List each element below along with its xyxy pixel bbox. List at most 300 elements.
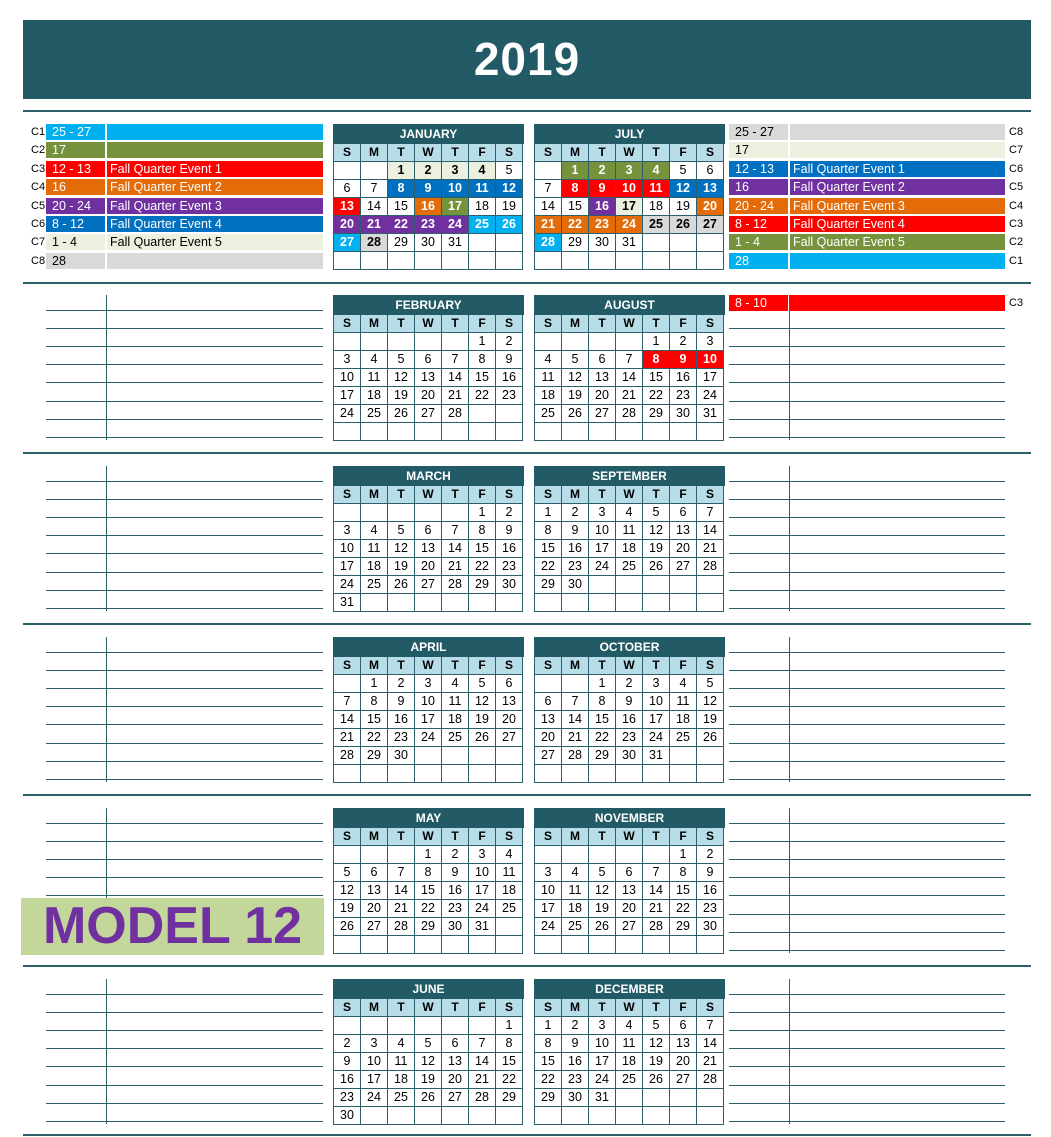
day-cell (388, 1017, 415, 1035)
day-cell: 17 (469, 882, 496, 900)
event-row-empty (46, 1015, 323, 1031)
day-cell: 19 (643, 1053, 670, 1071)
weekday-header: W (616, 828, 643, 846)
day-cell (469, 1107, 496, 1125)
day-cell: 13 (496, 693, 523, 711)
day-cell (334, 162, 361, 180)
day-cell: 20 (670, 1053, 697, 1071)
day-cell (442, 765, 469, 783)
day-cell: 18 (469, 198, 496, 216)
day-cell: 9 (562, 1035, 589, 1053)
event-row-empty (729, 1070, 1005, 1086)
day-cell (670, 252, 697, 270)
event-label: Fall Quarter Event 4 (107, 216, 323, 232)
day-cell: 19 (697, 711, 724, 729)
month-calendar-may (333, 808, 524, 954)
day-cell: 16 (415, 198, 442, 216)
day-cell: 24 (361, 1089, 388, 1107)
day-cell: 18 (670, 711, 697, 729)
day-cell: 6 (670, 504, 697, 522)
weekday-header: S (535, 657, 562, 675)
event-row (46, 216, 323, 232)
day-cell: 11 (562, 882, 589, 900)
day-cell: 2 (496, 333, 523, 351)
month-calendar-january (333, 124, 524, 270)
day-cell (415, 333, 442, 351)
weekday-header: F (469, 828, 496, 846)
day-cell: 26 (469, 729, 496, 747)
event-date-range: 16 (729, 179, 788, 195)
weekday-header: F (670, 315, 697, 333)
day-cell: 23 (388, 729, 415, 747)
day-cell (388, 846, 415, 864)
day-cell: 14 (643, 882, 670, 900)
day-cell: 15 (388, 198, 415, 216)
column-divider (789, 295, 790, 440)
day-cell: 28 (616, 405, 643, 423)
day-cell: 5 (388, 522, 415, 540)
weekday-header: S (697, 486, 724, 504)
event-row-empty (46, 386, 323, 402)
day-cell: 30 (589, 234, 616, 252)
day-cell (589, 846, 616, 864)
month-calendar-june (333, 979, 524, 1125)
day-cell: 29 (670, 918, 697, 936)
day-cell: 7 (562, 693, 589, 711)
day-cell (496, 936, 523, 954)
day-cell: 21 (697, 1053, 724, 1071)
day-cell: 3 (334, 351, 361, 369)
day-cell: 25 (670, 729, 697, 747)
category-code: C3 (1009, 297, 1024, 309)
day-cell: 27 (415, 576, 442, 594)
day-cell: 24 (697, 387, 724, 405)
day-cell: 15 (415, 882, 442, 900)
event-row-empty (46, 1088, 323, 1104)
month-grid (534, 999, 725, 1125)
day-cell (469, 405, 496, 423)
event-date-range: 25 - 27 (729, 124, 788, 140)
day-cell: 12 (589, 882, 616, 900)
day-cell: 1 (589, 675, 616, 693)
weekday-header: F (670, 144, 697, 162)
day-cell: 15 (469, 540, 496, 558)
weekday-header: W (415, 144, 442, 162)
day-cell: 18 (643, 198, 670, 216)
day-cell: 6 (535, 693, 562, 711)
day-cell: 4 (442, 675, 469, 693)
day-cell: 17 (442, 198, 469, 216)
day-cell: 9 (589, 180, 616, 198)
event-row (729, 179, 1005, 195)
day-cell: 30 (442, 918, 469, 936)
day-cell (388, 252, 415, 270)
event-row-empty (729, 367, 1005, 383)
day-cell: 27 (496, 729, 523, 747)
event-label: Fall Quarter Event 1 (107, 161, 323, 177)
day-cell: 16 (670, 369, 697, 387)
day-cell (361, 423, 388, 441)
day-cell: 12 (562, 369, 589, 387)
day-cell: 11 (535, 369, 562, 387)
category-code: C2 (31, 144, 46, 157)
day-cell: 18 (616, 540, 643, 558)
day-cell (496, 594, 523, 612)
day-cell: 30 (562, 576, 589, 594)
day-cell: 2 (589, 162, 616, 180)
day-cell: 3 (361, 1035, 388, 1053)
day-cell: 14 (361, 198, 388, 216)
event-row-empty (729, 979, 1005, 995)
day-cell (469, 252, 496, 270)
day-cell (361, 765, 388, 783)
event-label: Fall Quarter Event 1 (790, 161, 1005, 177)
day-cell: 4 (535, 351, 562, 369)
day-cell: 18 (361, 558, 388, 576)
day-cell (589, 576, 616, 594)
day-cell (643, 846, 670, 864)
day-cell: 10 (697, 351, 724, 369)
day-cell (589, 333, 616, 351)
day-cell: 7 (643, 864, 670, 882)
day-cell: 5 (697, 675, 724, 693)
day-cell (589, 423, 616, 441)
event-row (46, 253, 323, 269)
weekday-header: S (697, 999, 724, 1017)
day-cell: 29 (535, 1089, 562, 1107)
day-cell: 21 (616, 387, 643, 405)
day-cell: 1 (469, 504, 496, 522)
event-row-empty (729, 466, 1005, 482)
event-date-range: 16 (46, 179, 105, 195)
day-cell: 15 (496, 1053, 523, 1071)
weekday-header: S (334, 657, 361, 675)
event-label: Fall Quarter Event 2 (790, 179, 1005, 195)
day-cell: 24 (535, 918, 562, 936)
event-row-empty (729, 1088, 1005, 1104)
day-cell: 3 (415, 675, 442, 693)
day-cell: 10 (643, 693, 670, 711)
event-row-empty (46, 655, 323, 671)
day-cell: 16 (388, 711, 415, 729)
day-cell: 8 (415, 864, 442, 882)
day-cell (361, 1107, 388, 1125)
day-cell: 7 (388, 864, 415, 882)
day-cell (334, 504, 361, 522)
day-cell: 24 (643, 729, 670, 747)
month-title: JUNE (333, 979, 524, 999)
day-cell: 16 (562, 1053, 589, 1071)
day-cell: 29 (469, 576, 496, 594)
event-date-range: 8 - 12 (729, 216, 788, 232)
event-row-empty (729, 484, 1005, 500)
day-cell: 5 (643, 1017, 670, 1035)
weekday-header: T (442, 144, 469, 162)
weekday-header: T (643, 657, 670, 675)
day-cell: 5 (469, 675, 496, 693)
day-cell: 14 (697, 522, 724, 540)
column-divider (106, 295, 107, 440)
day-cell (589, 936, 616, 954)
event-row-empty (729, 1033, 1005, 1049)
event-row (729, 216, 1005, 232)
day-cell: 25 (496, 900, 523, 918)
day-cell (670, 747, 697, 765)
day-cell (361, 504, 388, 522)
weekday-header: F (469, 144, 496, 162)
day-cell (442, 423, 469, 441)
category-code: C5 (31, 199, 46, 212)
event-date-range: 28 (729, 253, 788, 269)
day-cell: 8 (562, 180, 589, 198)
day-cell: 22 (469, 558, 496, 576)
category-code: C7 (1009, 144, 1024, 157)
day-cell: 10 (334, 369, 361, 387)
day-cell (469, 594, 496, 612)
weekday-header: F (469, 999, 496, 1017)
day-cell: 31 (469, 918, 496, 936)
day-cell: 29 (562, 234, 589, 252)
day-cell (562, 252, 589, 270)
day-cell: 13 (415, 540, 442, 558)
day-cell: 24 (616, 216, 643, 234)
day-cell: 25 (562, 918, 589, 936)
day-cell: 19 (334, 900, 361, 918)
event-label: Fall Quarter Event 2 (107, 179, 323, 195)
day-cell: 22 (388, 216, 415, 234)
month-title: FEBRUARY (333, 295, 524, 315)
day-cell: 31 (697, 405, 724, 423)
weekday-header: S (535, 828, 562, 846)
month-title: SEPTEMBER (534, 466, 725, 486)
day-cell: 20 (442, 1071, 469, 1089)
day-cell (643, 936, 670, 954)
weekday-header: S (496, 657, 523, 675)
day-cell: 17 (697, 369, 724, 387)
day-cell (562, 1107, 589, 1125)
event-row (46, 198, 323, 214)
day-cell (616, 576, 643, 594)
day-cell: 12 (697, 693, 724, 711)
event-row-empty (46, 484, 323, 500)
weekday-header: W (616, 144, 643, 162)
day-cell: 16 (562, 540, 589, 558)
event-row (729, 253, 1005, 269)
event-row-empty (46, 764, 323, 780)
day-cell: 27 (535, 747, 562, 765)
category-code: C1 (1009, 254, 1024, 267)
day-cell: 4 (496, 846, 523, 864)
month-calendar-march (333, 466, 524, 612)
event-row (46, 161, 323, 177)
event-row-empty (46, 709, 323, 725)
day-cell: 7 (535, 180, 562, 198)
day-cell: 24 (334, 576, 361, 594)
day-cell (388, 594, 415, 612)
event-row-empty (729, 520, 1005, 536)
weekday-header: S (697, 144, 724, 162)
event-row (729, 198, 1005, 214)
weekday-header: S (496, 828, 523, 846)
day-cell: 22 (361, 729, 388, 747)
day-cell: 27 (361, 918, 388, 936)
day-cell: 29 (415, 918, 442, 936)
day-cell: 7 (697, 1017, 724, 1035)
day-cell (616, 1089, 643, 1107)
day-cell (535, 594, 562, 612)
month-grid (333, 657, 524, 783)
day-cell: 24 (589, 1071, 616, 1089)
weekday-header: M (562, 657, 589, 675)
day-cell: 19 (562, 387, 589, 405)
day-cell: 16 (496, 369, 523, 387)
day-cell: 5 (562, 351, 589, 369)
day-cell: 1 (361, 675, 388, 693)
day-cell: 21 (562, 729, 589, 747)
day-cell: 11 (496, 864, 523, 882)
month-title: APRIL (333, 637, 524, 657)
day-cell: 18 (535, 387, 562, 405)
day-cell: 7 (442, 351, 469, 369)
day-cell: 27 (589, 405, 616, 423)
day-cell: 13 (589, 369, 616, 387)
day-cell: 22 (643, 387, 670, 405)
category-code: C6 (31, 218, 46, 230)
row-separator (23, 110, 1031, 112)
category-code: C2 (1009, 236, 1024, 249)
day-cell: 25 (442, 729, 469, 747)
month-calendar-april (333, 637, 524, 783)
day-cell: 27 (334, 234, 361, 252)
day-cell (535, 846, 562, 864)
event-row-empty (46, 691, 323, 707)
day-cell (535, 1107, 562, 1125)
weekday-header: T (442, 657, 469, 675)
day-cell: 10 (469, 864, 496, 882)
category-code: C8 (31, 254, 46, 267)
day-cell: 11 (361, 540, 388, 558)
day-cell: 26 (589, 918, 616, 936)
day-cell: 20 (415, 387, 442, 405)
day-cell: 22 (415, 900, 442, 918)
event-row (729, 142, 1005, 158)
day-cell: 29 (388, 234, 415, 252)
month-grid (333, 999, 524, 1125)
event-date-range: 8 - 10 (729, 295, 788, 311)
day-cell (442, 252, 469, 270)
day-cell: 21 (469, 1071, 496, 1089)
weekday-header: T (442, 999, 469, 1017)
day-cell: 16 (442, 882, 469, 900)
day-cell: 13 (415, 369, 442, 387)
day-cell: 20 (415, 558, 442, 576)
day-cell (442, 504, 469, 522)
day-cell: 11 (643, 180, 670, 198)
month-title: JANUARY (333, 124, 524, 144)
day-cell: 28 (535, 234, 562, 252)
event-date-range: 12 - 13 (729, 161, 788, 177)
day-cell: 11 (442, 693, 469, 711)
event-row-empty (46, 557, 323, 573)
day-cell: 8 (469, 522, 496, 540)
day-cell: 10 (415, 693, 442, 711)
day-cell: 22 (535, 558, 562, 576)
month-calendar-july (534, 124, 725, 270)
day-cell (670, 576, 697, 594)
day-cell: 5 (415, 1035, 442, 1053)
day-cell (535, 936, 562, 954)
day-cell (496, 423, 523, 441)
day-cell: 21 (334, 729, 361, 747)
event-date-range: 12 - 13 (46, 161, 105, 177)
event-row-empty (729, 917, 1005, 933)
day-cell: 23 (562, 1071, 589, 1089)
day-cell (670, 936, 697, 954)
weekday-header: W (616, 315, 643, 333)
weekday-header: W (415, 999, 442, 1017)
day-cell: 15 (643, 369, 670, 387)
day-cell: 21 (361, 216, 388, 234)
row-separator (23, 1134, 1031, 1136)
day-cell: 9 (616, 693, 643, 711)
weekday-header: T (388, 315, 415, 333)
day-cell: 6 (442, 1035, 469, 1053)
event-row-empty (46, 422, 323, 438)
day-cell: 2 (496, 504, 523, 522)
event-row-empty (729, 313, 1005, 329)
day-cell (670, 234, 697, 252)
day-cell: 28 (361, 234, 388, 252)
day-cell: 28 (562, 747, 589, 765)
day-cell: 20 (670, 540, 697, 558)
month-grid (534, 657, 725, 783)
day-cell (643, 576, 670, 594)
day-cell: 6 (361, 864, 388, 882)
day-cell: 23 (616, 729, 643, 747)
day-cell: 3 (469, 846, 496, 864)
day-cell: 20 (589, 387, 616, 405)
day-cell: 23 (562, 558, 589, 576)
day-cell: 14 (697, 1035, 724, 1053)
weekday-header: S (334, 828, 361, 846)
day-cell: 23 (496, 387, 523, 405)
day-cell: 9 (442, 864, 469, 882)
day-cell (535, 333, 562, 351)
day-cell: 27 (616, 918, 643, 936)
day-cell (415, 423, 442, 441)
event-label (107, 124, 323, 140)
weekday-header: W (415, 315, 442, 333)
day-cell: 8 (496, 1035, 523, 1053)
day-cell (361, 846, 388, 864)
weekday-header: W (415, 657, 442, 675)
month-grid (534, 315, 725, 441)
day-cell: 18 (388, 1071, 415, 1089)
day-cell (388, 1107, 415, 1125)
weekday-header: S (334, 999, 361, 1017)
weekday-header: T (589, 144, 616, 162)
day-cell: 5 (496, 162, 523, 180)
day-cell: 17 (589, 540, 616, 558)
event-row-empty (729, 1051, 1005, 1067)
day-cell: 16 (334, 1071, 361, 1089)
day-cell: 6 (670, 1017, 697, 1035)
day-cell: 1 (496, 1017, 523, 1035)
day-cell: 6 (496, 675, 523, 693)
day-cell: 11 (670, 693, 697, 711)
day-cell: 30 (388, 747, 415, 765)
day-cell: 6 (415, 351, 442, 369)
